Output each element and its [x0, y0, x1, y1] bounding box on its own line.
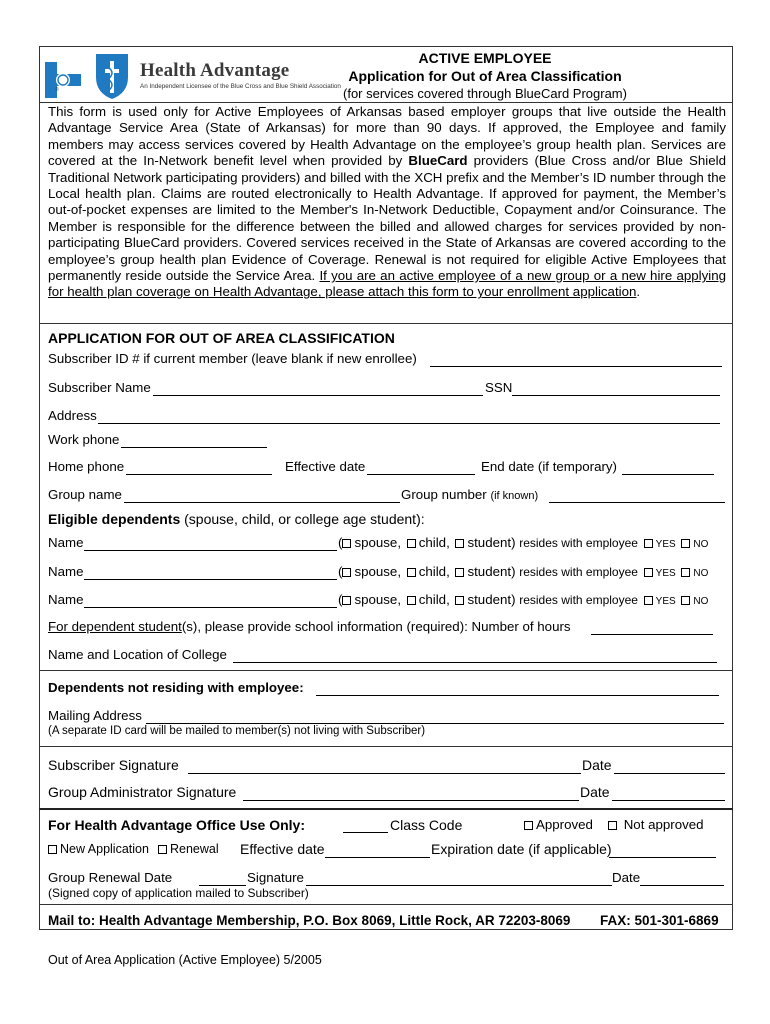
- mail-to-address: Mail to: Health Advantage Membership, P.O. Box 8069, Little Rock, AR 72203-8069: [48, 913, 571, 928]
- office-effective-date-field[interactable]: [325, 857, 430, 858]
- brand-name: Health Advantage: [140, 60, 290, 81]
- student-checkbox[interactable]: [455, 596, 464, 605]
- spouse-checkbox[interactable]: [342, 568, 351, 577]
- approved-label: Approved: [536, 817, 593, 832]
- office-use-heading: For Health Advantage Office Use Only:: [48, 817, 305, 833]
- office-date-label: Date: [612, 870, 641, 885]
- dependents-heading-bold: Eligible dependents: [48, 511, 181, 527]
- student-label: student): [467, 592, 516, 607]
- class-code-field[interactable]: [343, 832, 388, 833]
- hours-field[interactable]: [591, 634, 713, 635]
- child-checkbox[interactable]: [407, 539, 416, 548]
- dependent-name-field[interactable]: [84, 607, 337, 608]
- group-name-field[interactable]: [124, 502, 400, 503]
- group-admin-date-label: Date: [580, 784, 610, 800]
- header-title: ACTIVE EMPLOYEE: [418, 50, 552, 66]
- dependent-name-label: Name: [48, 592, 84, 607]
- open-paren: (: [338, 535, 343, 550]
- child-checkbox[interactable]: [407, 568, 416, 577]
- subscriber-signature-label: Subscriber Signature: [48, 757, 179, 773]
- office-effective-date-label: Effective date: [240, 841, 325, 857]
- blue-cross-blue-shield-icon: [44, 49, 140, 101]
- group-renewal-date-label: Group Renewal Date: [48, 870, 173, 885]
- no-label: NO: [693, 596, 709, 607]
- new-application-option[interactable]: [46, 842, 149, 856]
- spouse-checkbox[interactable]: [342, 596, 351, 605]
- office-date-field[interactable]: [640, 885, 724, 886]
- group-name-label: Group name: [48, 487, 122, 502]
- intro-paragraph: [48, 104, 726, 301]
- approved-option[interactable]: [522, 817, 593, 832]
- subscriber-signature-field[interactable]: [188, 773, 581, 774]
- subscriber-id-label: Subscriber ID # if current member (leave blank if new enrollee): [48, 351, 417, 366]
- end-date-label: End date (if temporary): [481, 459, 617, 474]
- spouse-label: spouse,: [354, 592, 402, 607]
- resides-no-checkbox[interactable]: [681, 596, 690, 605]
- ssn-label: SSN: [485, 380, 513, 395]
- subscriber-date-label: Date: [582, 757, 612, 773]
- dependents-heading-note: (spouse, child, or college age student):: [180, 511, 425, 527]
- home-phone-label: Home phone: [48, 459, 125, 474]
- work-phone-label: Work phone: [48, 432, 120, 447]
- intro-text-2: providers (Blue Cross and/or Blue Shield Traditional Network participating providers) and billed with the XCH prefix and the Member’s ID number through the Local health plan. Claims are routed electronically to Health Advantage. If approved for payment, the Member’s out-of-pocket expenses are limited to the Member's In-Network Deductible, Copayment and/or Coinsurance. The Member is responsible for the difference between the billed and allowed charges for services provided by non-participating BlueCard providers. Covered services received in the State of Arkansas are covered according to the employee’s group health plan Evidence of Coverage. Renewal is not required for eligible Active Employees that permanently reside outside the Service Area.: [48, 153, 726, 284]
- dependent-relationship: [338, 535, 708, 550]
- group-admin-signature-label: Group Administrator Signature: [48, 784, 237, 800]
- class-code-label: Class Code: [390, 817, 463, 833]
- student-info-underlined: For dependent student: [48, 619, 182, 634]
- spouse-checkbox[interactable]: [342, 539, 351, 548]
- no-label: NO: [693, 539, 709, 550]
- intro-attach-note: If you are an active employee of a new group or a new hire applying for health plan coverage on Health Advantage, please attach this form to your enrollment application: [48, 268, 726, 300]
- address-field[interactable]: [98, 423, 720, 424]
- group-number-note: (if known): [490, 490, 539, 502]
- group-number-text: Group number: [401, 487, 487, 502]
- student-label: student): [467, 535, 516, 550]
- subscriber-name-label: Subscriber Name: [48, 380, 151, 395]
- mailing-address-field[interactable]: [146, 723, 724, 724]
- yes-label: YES: [655, 596, 676, 607]
- address-label: Address: [48, 408, 97, 423]
- yes-label: YES: [655, 568, 676, 579]
- office-signature-field[interactable]: [306, 885, 612, 886]
- renewal-label: Renewal: [170, 842, 219, 856]
- college-label: Name and Location of College: [48, 647, 227, 662]
- ssn-field[interactable]: [512, 395, 720, 396]
- open-paren: (: [338, 564, 343, 579]
- application-title: APPLICATION FOR OUT OF AREA CLASSIFICATION: [48, 330, 395, 346]
- dependent-name-label: Name: [48, 535, 84, 550]
- intro-bluecard: BlueCard: [408, 153, 468, 169]
- brand-tagline: An Independent Licensee of the Blue Cross and Blue Shield Association: [140, 83, 341, 90]
- student-checkbox[interactable]: [455, 568, 464, 577]
- resides-no-checkbox[interactable]: [681, 539, 690, 548]
- student-label: student): [467, 564, 516, 579]
- divider: [39, 323, 733, 324]
- divider: [39, 102, 733, 103]
- signed-copy-note: (Signed copy of application mailed to Subscriber): [48, 886, 309, 900]
- renewal-option[interactable]: [156, 842, 219, 856]
- resides-yes-checkbox[interactable]: [644, 596, 653, 605]
- intro-text: This form is used only for Active Employees of Arkansas based employer groups that live outside the Health Advantage Service Area (State of Arkansas) for more than 90 days. If approved, the Employee and family members may access services covered by Health Advantage on the employee’s group health plan. Services are covered at the In-Network benefit level when provided by: [48, 104, 726, 169]
- divider: [39, 670, 733, 671]
- divider: [39, 746, 733, 747]
- dependent-relationship: [338, 564, 708, 579]
- resides-no-checkbox[interactable]: [681, 568, 690, 577]
- not-approved-label: Not approved: [623, 817, 704, 832]
- end-date-field[interactable]: [622, 474, 714, 475]
- spouse-label: spouse,: [354, 564, 402, 579]
- not-residing-field[interactable]: [316, 695, 719, 696]
- group-number-label: [401, 487, 538, 502]
- child-label: child,: [418, 535, 450, 550]
- resides-label: resides with employee: [519, 536, 638, 550]
- fax-number: FAX: 501-301-6869: [600, 913, 719, 928]
- spouse-label: spouse,: [354, 535, 402, 550]
- work-phone-field[interactable]: [121, 447, 267, 448]
- dependents-heading: [48, 511, 425, 527]
- header-subtitle: Application for Out of Area Classification: [348, 68, 622, 84]
- yes-label: YES: [655, 539, 676, 550]
- approved-checkbox[interactable]: [524, 821, 533, 830]
- resides-label: resides with employee: [519, 593, 638, 607]
- not-approved-checkbox[interactable]: [608, 821, 617, 830]
- dependent-name-label: Name: [48, 564, 84, 579]
- mailing-address-label: Mailing Address: [48, 708, 142, 723]
- group-admin-date-field[interactable]: [612, 800, 725, 801]
- home-phone-field[interactable]: [126, 474, 272, 475]
- student-info-rest: (s), please provide school information (required): Number of hours: [181, 619, 571, 634]
- new-application-checkbox[interactable]: [48, 845, 57, 854]
- subscriber-date-field[interactable]: [614, 773, 725, 774]
- dependent-name-field[interactable]: [84, 579, 337, 580]
- registered-mark: ®: [55, 87, 59, 93]
- open-paren: (: [338, 592, 343, 607]
- college-field[interactable]: [233, 662, 717, 663]
- student-info-label: [48, 619, 571, 634]
- child-label: child,: [418, 592, 450, 607]
- subscriber-name-field[interactable]: [153, 395, 483, 396]
- effective-date-field[interactable]: [367, 474, 475, 475]
- effective-date-label: Effective date: [285, 459, 366, 474]
- not-approved-option[interactable]: [606, 817, 704, 832]
- no-label: NO: [693, 568, 709, 579]
- child-label: child,: [418, 564, 450, 579]
- renewal-checkbox[interactable]: [158, 845, 167, 854]
- student-checkbox[interactable]: [455, 539, 464, 548]
- header-note: (for services covered through BlueCard Program): [343, 86, 627, 101]
- not-residing-heading: Dependents not residing with employee:: [48, 680, 304, 695]
- divider: [39, 904, 733, 905]
- group-admin-signature-field[interactable]: [243, 800, 579, 801]
- resides-yes-checkbox[interactable]: [644, 539, 653, 548]
- group-number-field[interactable]: [549, 502, 725, 503]
- new-application-label: New Application: [60, 842, 149, 856]
- resides-yes-checkbox[interactable]: [644, 568, 653, 577]
- dependent-name-field[interactable]: [84, 550, 337, 551]
- separate-id-note: (A separate ID card will be mailed to member(s) not living with Subscriber): [48, 725, 426, 737]
- subscriber-id-field[interactable]: [430, 366, 722, 367]
- divider: [39, 808, 733, 810]
- office-signature-label: Signature: [247, 870, 304, 885]
- dependent-relationship: [338, 592, 708, 607]
- resides-label: resides with employee: [519, 565, 638, 579]
- expiration-date-field[interactable]: [609, 857, 716, 858]
- intro-end: .: [636, 284, 641, 300]
- expiration-date-label: Expiration date (if applicable): [431, 841, 612, 857]
- child-checkbox[interactable]: [407, 596, 416, 605]
- form-footer: Out of Area Application (Active Employee) 5/2005: [48, 953, 322, 967]
